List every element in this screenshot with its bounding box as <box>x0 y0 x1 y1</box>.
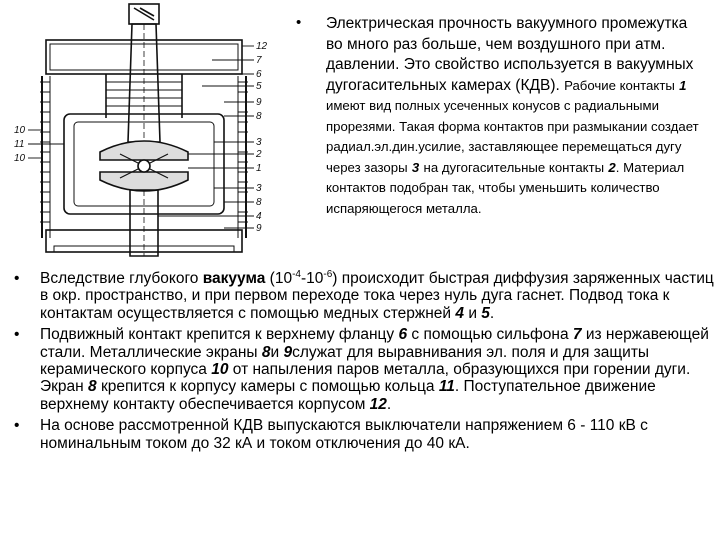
label-7: 7 <box>256 55 262 66</box>
bullet-icon: • <box>14 270 20 287</box>
lower-contact <box>100 172 188 191</box>
bullet-icon: • <box>14 326 20 344</box>
label-4: 4 <box>256 211 262 222</box>
label-3: 3 <box>256 137 262 148</box>
bullet-2: • Подвижный контакт крепится к верхнему фланцу 6 с помощью сильфона 7 из нержавеющей стали. Металлические экраны 8и 9служат для выравнивания эл. поля и для защиты керамического корпуса 10 от напыления паров металла, образующихся при горении дуги. Экран 8 крепится к корпусу камеры с помощью кольца 11. Поступательное движение верхнему контакту обеспечивается корпусом 12. <box>14 326 709 413</box>
bullet-list <box>14 270 714 456</box>
bullet-icon: • <box>296 14 302 31</box>
bullet-3: • На основе рассмотренной КДВ выпускаются выключатели напряжением 6 - 110 кВ с номинальным током до 32 кА и током отключения до 40 кА. <box>14 417 648 452</box>
bullet-icon: • <box>14 417 20 435</box>
label-3b: 3 <box>256 183 262 194</box>
label-9: 9 <box>256 97 262 108</box>
label-10: 10 <box>14 125 26 136</box>
bullet-1: • Вследствие глубокого вакуума $(10^{-4}-10^{-6})$ происходит быстрая диффузия заряженных частиц в окр. пространство, и при первом переходе тока через нуль дуга гаснет. Подвод тока к контактам осуществляется с помощью медных стержней 4 и 5. <box>14 269 714 322</box>
label-1: 1 <box>256 163 262 174</box>
top-paragraph: • Электрическая прочность вакуумного промежутка во много раз больше, чем воздушного при атм. давлении. Это свойство используется в вакуумных дугогасительных камерах (КДВ). Рабочие контакты 1 имеют вид полных усеченных конусов с радиальными прорезями. Такая форма контактов при размыкании создает радиал.эл.дин.усилие, заставляющее перемещаться дугу через зазоры 3 на дугогасительные контакты 2. Материал контактов подобран так, чтобы уменьшить количество испаряющегося металла. <box>296 14 699 216</box>
upper-contact <box>100 141 188 160</box>
label-12: 12 <box>256 41 268 52</box>
label-6: 6 <box>256 69 262 80</box>
paragraph-large-text: Электрическая прочность вакуумного промежутка во много раз больше, чем воздушного при атм. давлении. Это свойство используется в вакуумных дугогасительных камерах (КДВ). <box>326 15 694 94</box>
label-9b: 9 <box>256 223 262 234</box>
label-5: 5 <box>256 81 262 92</box>
label-2: 2 <box>256 149 262 160</box>
paragraph-small-text: Рабочие контакты <box>564 77 675 93</box>
label-10b: 10 <box>14 153 26 164</box>
label-11: 11 <box>14 139 25 150</box>
label-8: 8 <box>256 111 262 122</box>
label-8b: 8 <box>256 197 262 208</box>
vacuum-chamber-drawing <box>2 2 276 264</box>
